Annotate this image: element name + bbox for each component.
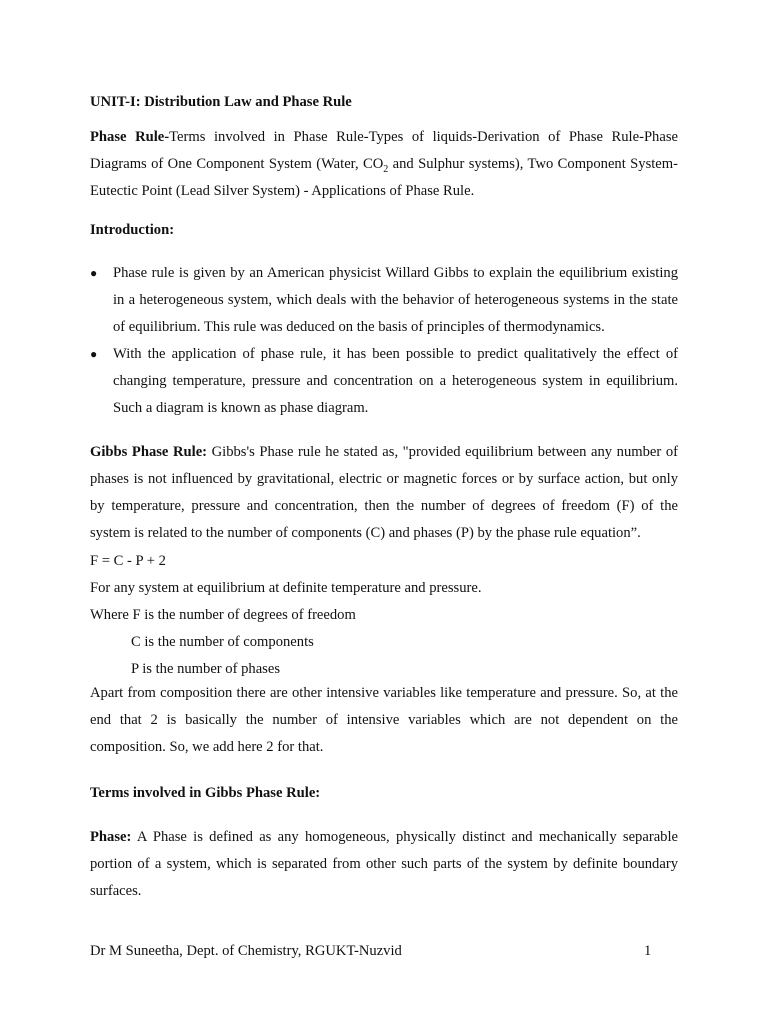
syllabus-label: Phase Rule-	[90, 129, 170, 145]
definition-f: Where F is the number of degrees of freedom	[90, 607, 356, 623]
unit-title: UNIT-I: Distribution Law and Phase Rule	[90, 94, 352, 110]
introduction-heading: Introduction:	[90, 222, 175, 238]
list-item	[90, 260, 678, 341]
phase-rule-equation: F = C - P + 2	[90, 553, 166, 569]
terms-heading: Terms involved in Gibbs Phase Rule:	[90, 785, 321, 801]
phase-label: Phase:	[90, 829, 132, 845]
page-number: 1	[644, 943, 652, 959]
syllabus-text-2: and Sulphur systems), Two Component System-Eutectic Point (Lead Silver System) - Applications of Phase Rule.	[90, 156, 678, 199]
gibbs-label: Gibbs Phase Rule:	[90, 444, 208, 460]
bullet-icon: ●	[90, 266, 98, 280]
gibbs-text: Gibbs's Phase rule he stated as, "provided equilibrium between any number of phases is not influenced by gravitational, electric or magnetic forces or by surface action, but only by temperature, pressure and concentration, then the number of degrees of freedom (F) of the system is related to the number of components (C) and phases (P) by the phase rule equation”.	[90, 444, 678, 541]
explanation-paragraph: Apart from composition there are other intensive variables like temperature and pressure. So, at the end that 2 is basically the number of intensive variables which are not dependent on the composition. So, we add here 2 for that.	[90, 685, 678, 755]
syllabus-text-1: Terms involved in Phase Rule-Types of liquids-Derivation of Phase Rule-Phase Diagrams of One Component System (Water, CO	[90, 129, 678, 172]
introduction-bullet-list	[90, 260, 678, 422]
definition-p: P is the number of phases	[131, 661, 281, 677]
list-item	[90, 341, 678, 422]
phase-paragraph	[90, 824, 678, 905]
footer-author: Dr M Suneetha, Dept. of Chemistry, RGUKT-Nuzvid	[90, 943, 402, 959]
phase-text: A Phase is defined as any homogeneous, physically distinct and mechanically separable portion of a system, which is separated from other such parts of the system by definite boundary surfaces.	[90, 829, 678, 899]
definition-c: C is the number of components	[131, 634, 314, 650]
gibbs-paragraph	[90, 439, 678, 547]
bullet-text-1: Phase rule is given by an American physicist Willard Gibbs to explain the equilibrium existing in a heterogeneous system, which deals with the behavior of heterogeneous systems in the state of equilibrium. This rule was deduced on the basis of principles of thermodynamics.	[113, 265, 678, 335]
syllabus-subscript: 2	[383, 163, 389, 175]
bullet-icon: ●	[90, 347, 98, 361]
bullet-text-2: With the application of phase rule, it has been possible to predict qualitatively the effect of changing temperature, pressure and concentration on a heterogeneous system in equilibrium. Such a diagram is known as phase diagram.	[113, 346, 678, 416]
syllabus-paragraph	[90, 124, 678, 205]
equilibrium-condition: For any system at equilibrium at definite temperature and pressure.	[90, 580, 482, 596]
